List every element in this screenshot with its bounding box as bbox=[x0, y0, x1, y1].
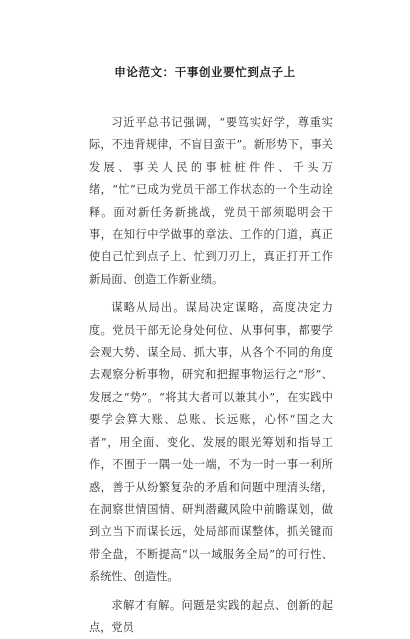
document-body bbox=[89, 112, 333, 639]
paragraph-2: 谋略从局出。谋局决定谋略，高度决定力度。党员干部无论身处何位、从事何事，都要学会观大势、谋全局、抓大事，从各个不同的角度去观察分析事物，研究和把握事物运行之“形”、发展之“势”。“将其大者可以兼其小”，在实践中要学会算大账、总账、长远账，心怀“国之大者”，用全面、变化、发展的眼光筹划和指导工作，不囿于一隅一处一端，不为一时一事一利所惑，善于从纷繁复杂的矛盾和问题中理清头绪，在洞察世情国情、研判潜藏风险中前瞻谋划，做到立当下而谋长远，处局部而谋整体，抓关键而带全盘，不断提高“以一域服务全局”的可行性、系统性、创造性。 bbox=[89, 301, 333, 584]
document-title: 申论范文：干事创业要忙到点子上 bbox=[114, 65, 296, 79]
paragraph-3: 求解才有解。问题是实践的起点、创新的起点，党员 bbox=[89, 598, 333, 634]
paragraph-1: 习近平总书记强调，“要笃实好学，尊重实际，不违背规律，不盲目蛮干”。新形势下，事关发展、事关人民的事桩桩件件、千头万绪，“忙”已成为党员干部工作状态的一个生动诠释。面对新任务新挑战，党员干部须聪明会干事，在知行中学做事的章法、工作的门道，真正使自己忙到点子上、忙到刀刃上，真正打开工作新局面、创造工作新业绩。 bbox=[89, 116, 333, 286]
